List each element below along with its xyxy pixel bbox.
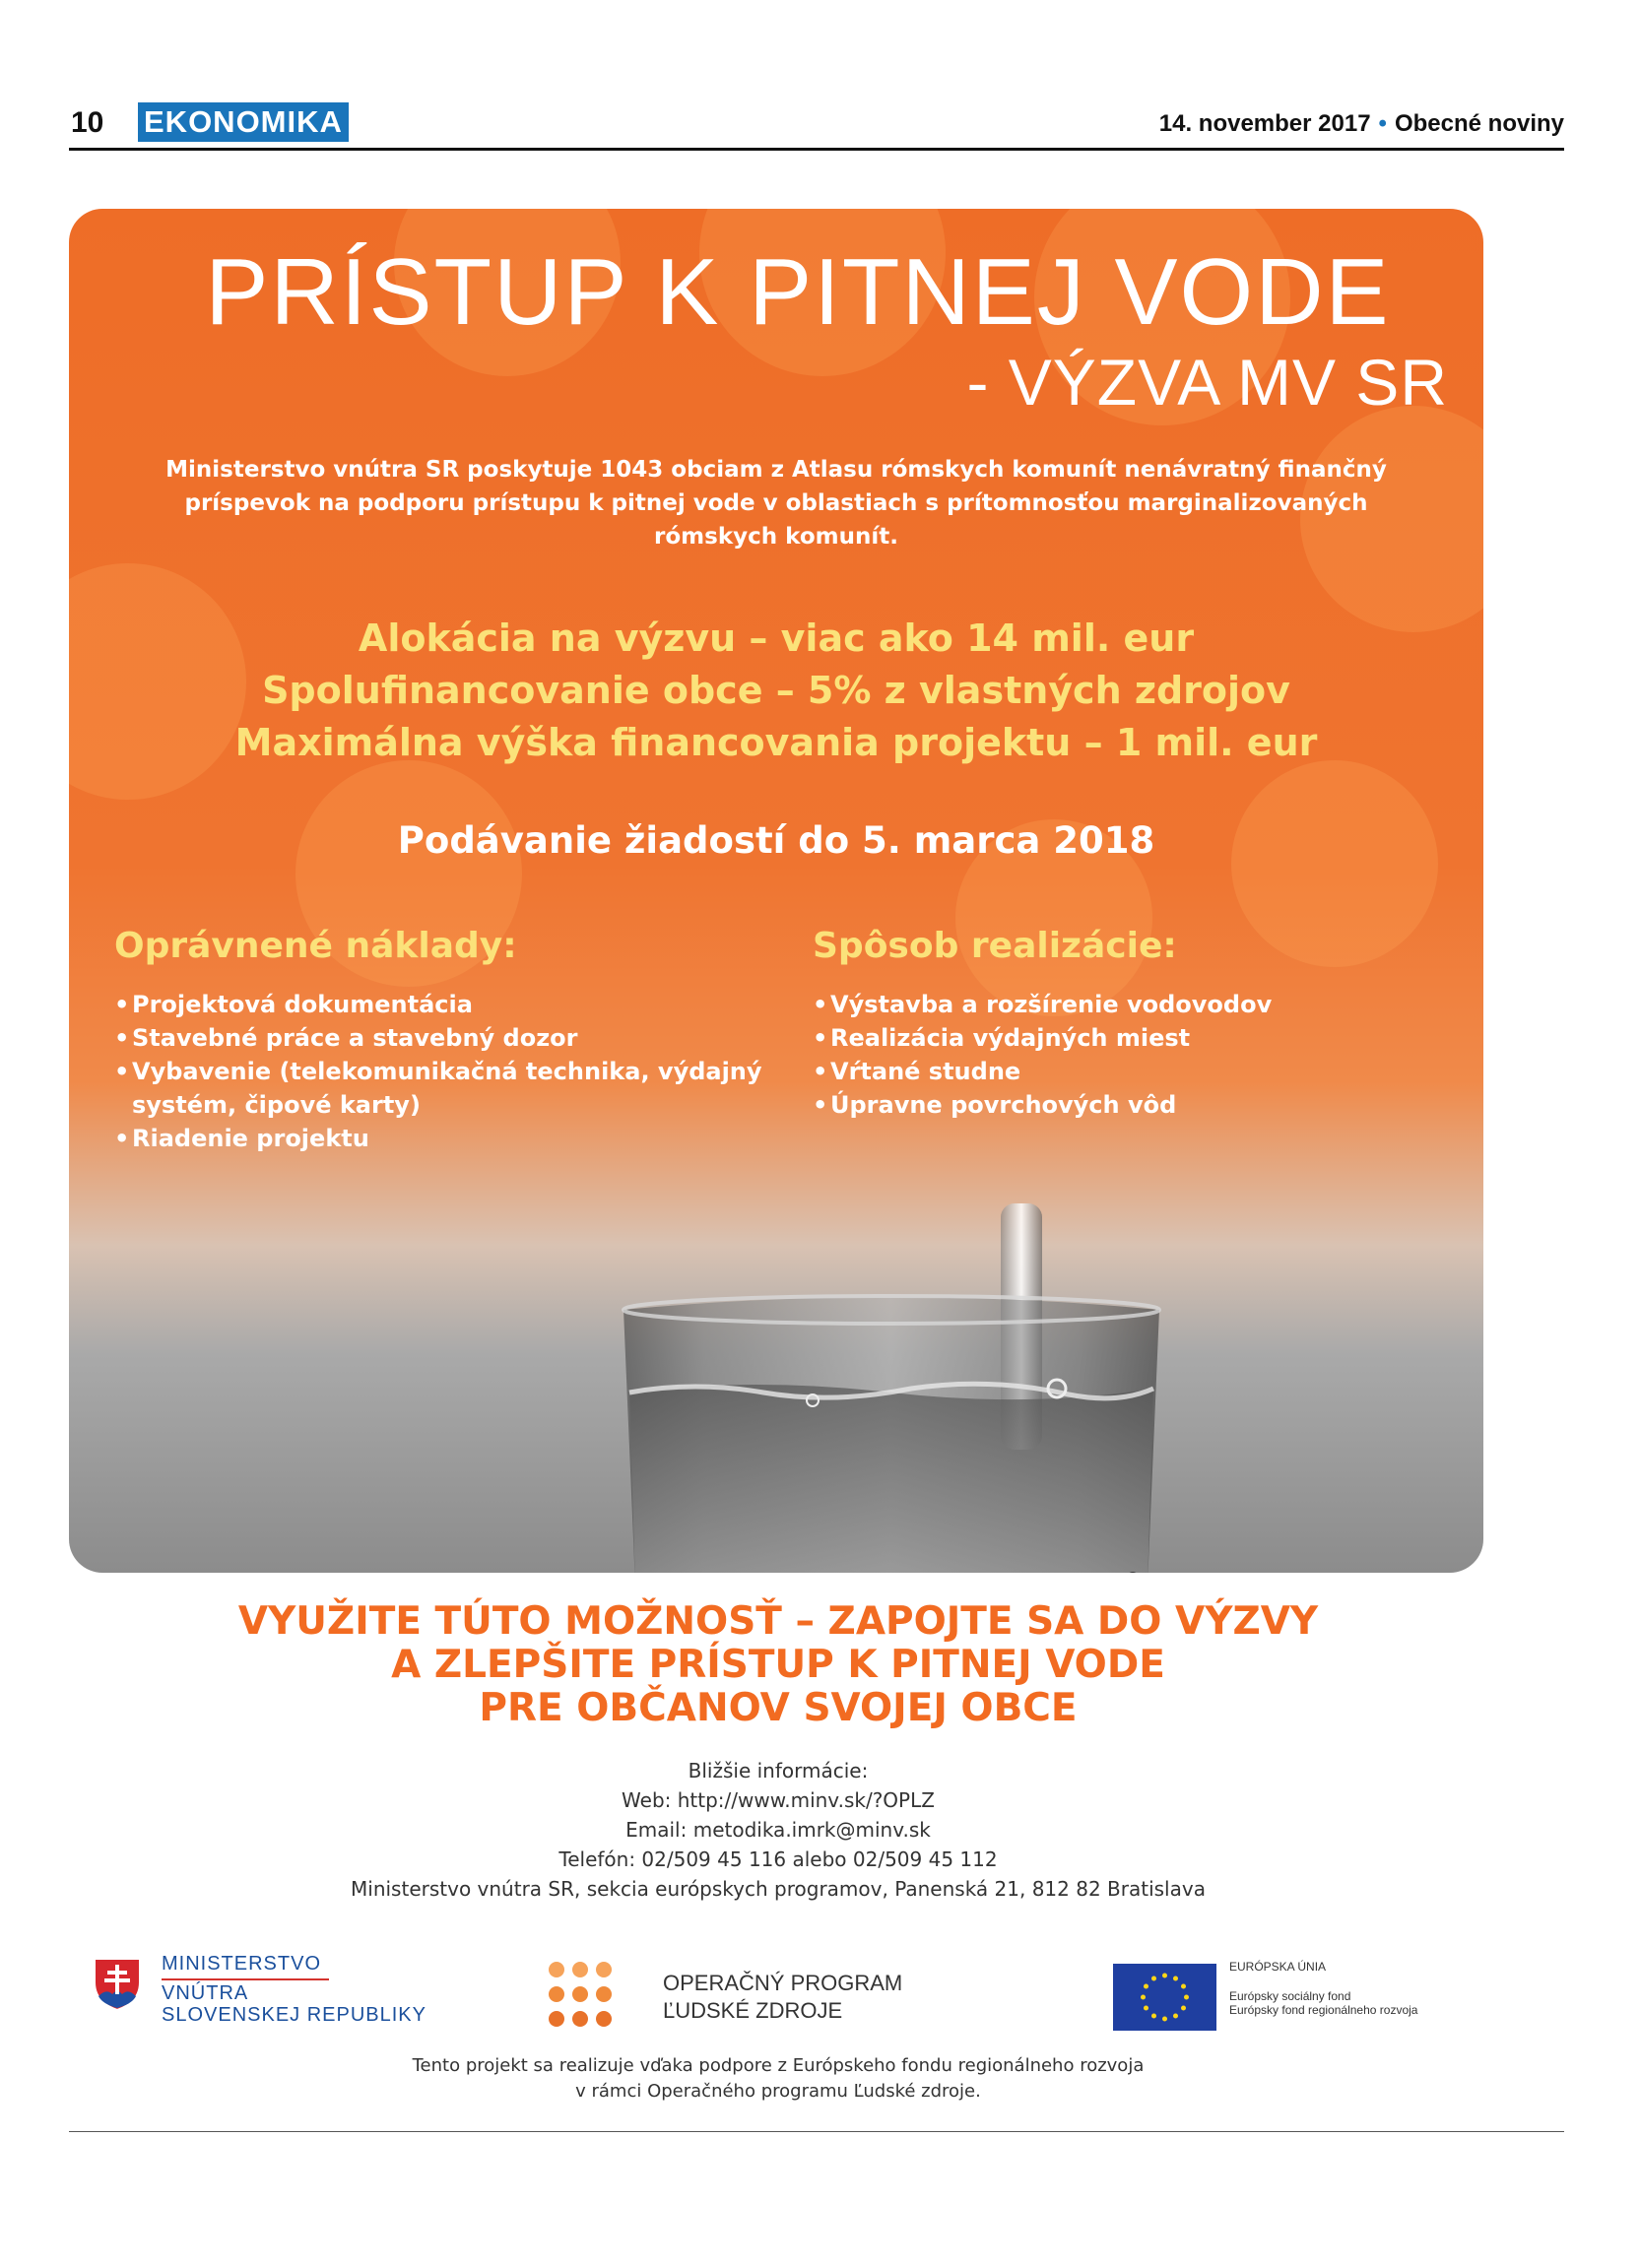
application-deadline: Podávanie žiadostí do 5. marca 2018 [397, 819, 1155, 862]
funding-footnote [0, 2053, 1556, 2105]
advert-poster [69, 209, 1483, 1573]
publication-name: Obecné noviny [1394, 110, 1564, 137]
water-glass-image [616, 1290, 1167, 1573]
intro-line: príspevok na podporu prístupu k pitnej vode v oblastiach s prítomnosťou marginalizovaných [184, 490, 1368, 516]
info-email: Email: metodika.imrk@minv.sk [625, 1818, 931, 1842]
ministry-line1: MINISTERSTVO [162, 1953, 322, 1975]
fact-cofinancing: Spolufinancovanie obce – 5% z vlastných zdrojov [262, 669, 1290, 712]
ministry-line2: VNÚTRA [162, 1982, 249, 2004]
implementation-methods [813, 926, 1463, 1122]
program-name [663, 1970, 902, 2025]
list-item: • Projektová dokumentácia [114, 988, 784, 1021]
issue-date: 14. november 2017 [1158, 110, 1371, 137]
ministry-logo [93, 1953, 426, 2032]
list-item: • Stavebné práce a stavebný dozor [114, 1021, 784, 1055]
orange-dots-grid-icon [547, 1960, 614, 2029]
ministry-logo-rule [162, 1978, 329, 1980]
list-item: • Realizácia výdajných miest [813, 1021, 1463, 1055]
implementation-heading: Spôsob realizácie: [813, 926, 1177, 966]
key-facts [69, 613, 1483, 769]
ministry-line-group [162, 1982, 426, 2026]
cta-line: VYUŽITE TÚTO MOŽNOSŤ – ZAPOJTE SA DO VÝZVY [237, 1599, 1319, 1644]
fact-max-funding: Maximálna výška financovania projektu – 1 mil. eur [234, 721, 1318, 764]
eligible-costs [114, 926, 784, 1155]
eu-fund-social: Európsky sociálny fond [1229, 1989, 1351, 2003]
bottom-rule [69, 2131, 1564, 2132]
cta-line: A ZLEPŠITE PRÍSTUP K PITNEJ VODE [391, 1643, 1165, 1687]
eu-logo [1113, 1960, 1507, 2039]
cta-line: PRE OBČANOV SVOJEJ OBCE [479, 1686, 1078, 1730]
eu-funds [1229, 1989, 1417, 2017]
program-line2: ĽUDSKÉ ZDROJE [663, 1998, 843, 2023]
header-rule [69, 148, 1564, 151]
program-line1: OPERAČNÝ PROGRAM [663, 1971, 903, 1995]
dateline-separator: • [1378, 110, 1387, 137]
page-number: 10 [71, 106, 104, 139]
list-item: • Vŕtané studne [813, 1055, 1463, 1088]
slovak-coat-of-arms-icon [93, 1957, 142, 2012]
poster-title: PRÍSTUP K PITNEJ VODE [205, 239, 1391, 345]
footnote-line: Tento projekt sa realizuje vďaka podpore z Európskeho fondu regionálneho rozvoja [412, 2055, 1145, 2076]
list-item: • Vybavenie (telekomunikačná technika, výdajný systém, čipové karty) [114, 1055, 784, 1122]
list-item: • Riadenie projektu [114, 1122, 784, 1155]
info-web: Web: http://www.minv.sk/?OPLZ [622, 1788, 935, 1812]
poster-subtitle: - VÝZVA MV SR [966, 346, 1448, 419]
eu-flag-icon [1113, 1964, 1216, 2031]
fact-allocation: Alokácia na výzvu – viac ako 14 mil. eur [358, 616, 1195, 660]
call-to-action [0, 1600, 1556, 1730]
operational-program-logo [547, 1960, 960, 2039]
page-header [69, 102, 1564, 146]
section-label: EKONOMIKA [138, 102, 349, 142]
info-phone: Telefón: 02/509 45 116 alebo 02/509 45 112 [558, 1847, 998, 1871]
dateline [1159, 110, 1564, 138]
intro-line: Ministerstvo vnútra SR poskytuje 1043 obciam z Atlasu rómskych komunít nenávratný finančný [165, 457, 1387, 483]
ministry-line3: SLOVENSKEJ REPUBLIKY [162, 2004, 426, 2026]
contact-info [0, 1756, 1556, 1904]
info-address: Ministerstvo vnútra SR, sekcia európskych programov, Panenská 21, 812 82 Bratislava [351, 1877, 1206, 1901]
footnote-line: v rámci Operačného programu Ľudské zdroje. [575, 2081, 981, 2102]
eu-name: EURÓPSKA ÚNIA [1229, 1960, 1327, 1974]
eu-fund-regional: Európsky fond regionálneho rozvoja [1229, 2003, 1418, 2017]
eligible-costs-heading: Oprávnené náklady: [114, 926, 517, 966]
list-item: • Úpravne povrchových vôd [813, 1088, 1463, 1122]
list-item: • Výstavba a rozšírenie vodovodov [813, 988, 1463, 1021]
poster-intro [89, 453, 1464, 553]
intro-line: rómskych komunít. [654, 524, 898, 550]
info-heading: Bližšie informácie: [688, 1759, 869, 1782]
